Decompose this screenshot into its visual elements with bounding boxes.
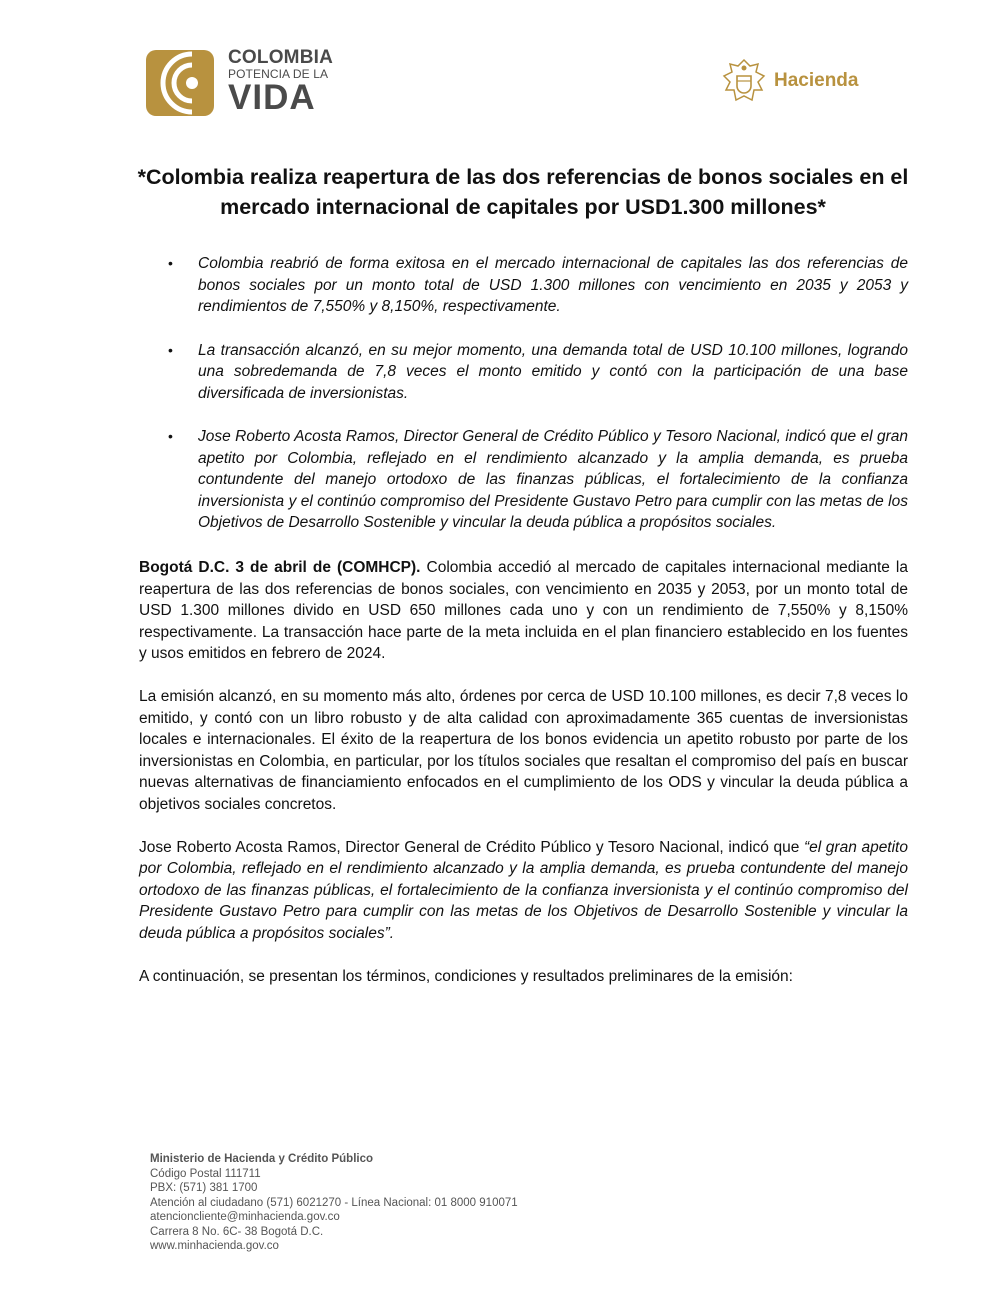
logo-potencia-text: POTENCIA DE LA <box>228 67 329 81</box>
bullet-symbol: • <box>168 341 173 358</box>
paragraph-dateline <box>139 557 908 665</box>
bullet-symbol: • <box>168 255 173 271</box>
document-body <box>139 557 908 1009</box>
footer-pbx: PBX: (571) 381 1700 <box>150 1182 258 1194</box>
quote-text: “el gran apetito por Colombia, reflejado en el rendimiento alcanzado y la amplia demanda, es prueba contundente del manejo ortodoxo de las finanzas públicas, el fortalecimiento de la confianza inversionista y el continúo compromiso del Presidente Gustavo Petro para cumplir con las metas de los Objetivos de Desarrollo Sostenible y vincular la deuda pública a propósitos sociales”. <box>139 838 908 942</box>
paragraph-continuation: A continuación, se presentan los términos, condiciones y resultados preliminares de la emisión: <box>139 967 793 985</box>
paragraph-quote <box>139 837 908 945</box>
colombia-potencia-logo <box>146 48 336 118</box>
quote-intro: Jose Roberto Acosta Ramos, Director General de Crédito Público y Tesoro Nacional, indicó que <box>139 838 804 856</box>
hacienda-logo <box>722 58 872 108</box>
dateline: Bogotá D.C. 3 de abril de (COMHCP). <box>139 559 421 576</box>
footer-email[interactable]: atencioncliente@minhacienda.gov.co <box>150 1211 340 1223</box>
paragraph-emission: La emisión alcanzó, en su momento más alto, órdenes por cerca de USD 10.100 millones, es decir 7,8 veces lo emitido, y contó con un libro robusto y de alta calidad con aproximadamente 365 cuentas de inversionistas locales e internacionales. El éxito de la reapertura de los bonos evidencia un apetito robusto por parte de los inversionistas en Colombia, en particular, por los títulos sociales que resaltan el compromiso del país en buscar nuevas alternativas de financiamiento enfocados en el cumplimiento de los ODS y vincular la deuda pública a objetivos sociales concretos. <box>139 688 908 813</box>
coat-of-arms-seal-icon <box>722 58 766 106</box>
bullet-text: Colombia reabrió de forma exitosa en el mercado internacional de capitales las dos referencias de bonos sociales por un monto total de USD 1.300 millones con vencimiento en 2035 y 2053 y rendimientos de 7,550% y 8,150%, respectivamente. <box>198 255 908 315</box>
bullet-item <box>164 253 908 318</box>
logo-vida-text: VIDA <box>228 78 316 117</box>
bullet-text: La transacción alcanzó, en su mejor momento, una demanda total de USD 10.100 millones, logrando una sobredemanda de 7,8 veces el monto emitido y contó con la participación de una base diversificada de inversionistas. <box>198 341 908 402</box>
bullet-item <box>164 426 908 534</box>
bullet-item <box>164 340 908 405</box>
paragraph-text: Colombia accedió al mercado de capitales internacional mediante la reapertura de las dos referencias de bonos sociales, con vencimiento en 2035 y 2053, por un monto total de USD 1.300 millones divido en USD 650 millones cada uno y con un rendimiento de 7,550% y 8,150% respectivamente. La transacción hace parte de la meta incluida en el plan financiero establecido en los fuentes y usos emitidos en febrero de 2024. <box>139 559 908 662</box>
footer-org: Ministerio de Hacienda y Crédito Público <box>150 1153 374 1165</box>
footer-contact <box>150 1152 650 1254</box>
footer-postal: Código Postal 111711 <box>150 1167 261 1180</box>
summary-bullets <box>164 253 908 556</box>
colombia-wave-logo-icon <box>146 50 214 116</box>
document-title: *Colombia realiza reapertura de las dos referencias de bonos sociales en el mercado internacional de capitales por USD1.300 millones* <box>137 165 909 219</box>
bullet-text: Jose Roberto Acosta Ramos, Director General de Crédito Público y Tesoro Nacional, indicó que el gran apetito por Colombia, reflejado en el rendimiento alcanzado y la amplia demanda, es prueba contundente del manejo ortodoxo de las finanzas públicas, el fortalecimiento de la confianza inversionista y el continúo compromiso del Presidente Gustavo Petro para cumplir con las metas de los Objetivos de Desarrollo Sostenible y vincular la deuda pública a propósitos sociales. <box>198 428 908 531</box>
footer-atencion: Atención al ciudadano (571) 6021270 - Línea Nacional: 01 8000 910071 <box>150 1196 518 1209</box>
bullet-symbol: • <box>168 428 173 444</box>
hacienda-label: Hacienda <box>774 70 859 91</box>
logo-colombia-text: COLOMBIA <box>228 47 334 68</box>
footer-website[interactable]: www.minhacienda.gov.co <box>150 1240 279 1252</box>
footer-address: Carrera 8 No. 6C- 38 Bogotá D.C. <box>150 1225 324 1238</box>
